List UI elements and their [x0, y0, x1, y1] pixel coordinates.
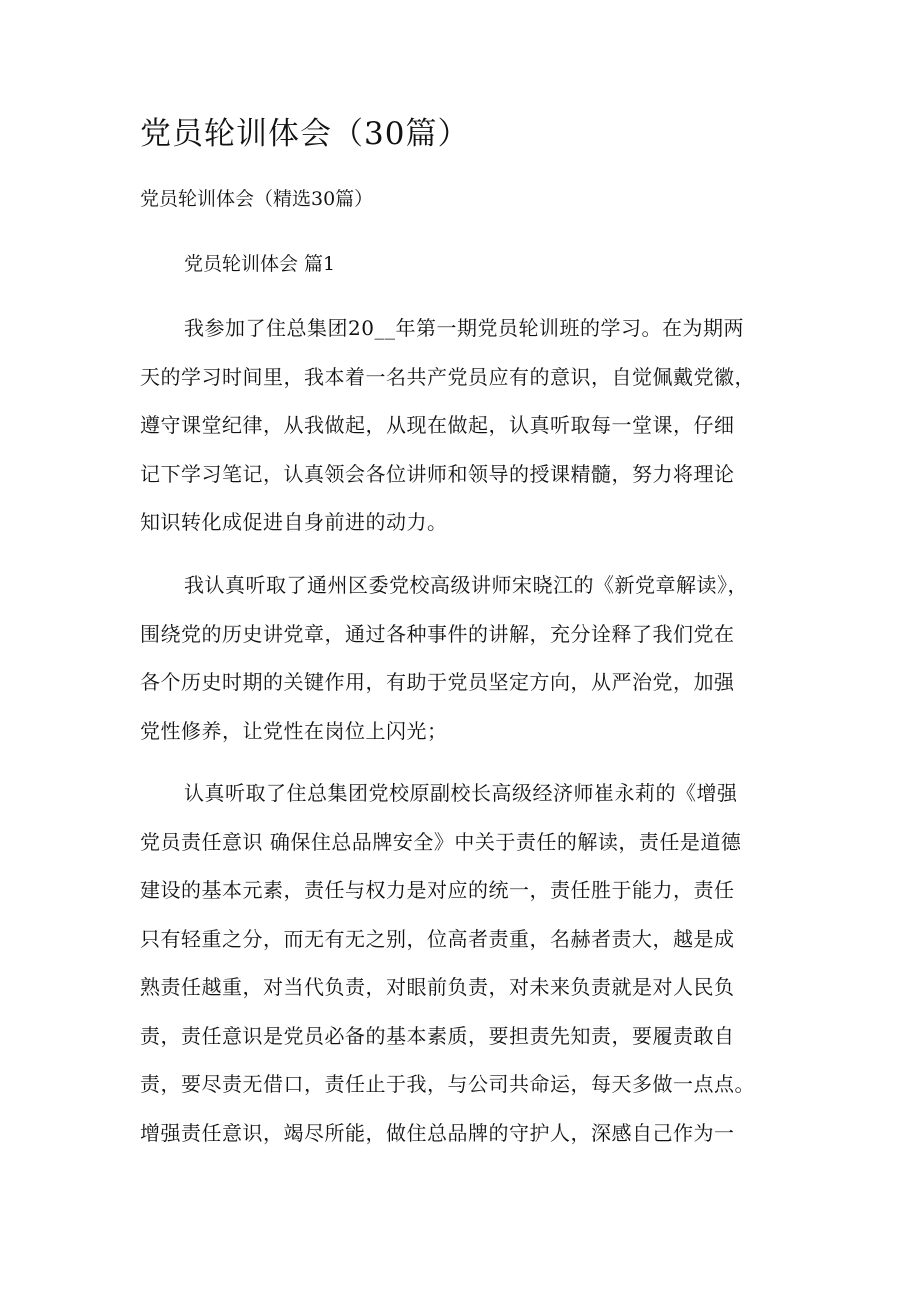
- paragraph-3: [140, 778, 820, 1166]
- paragraph-line: 责，要尽责无借口，责任止于我，与公司共命运，每天多做一点点。: [140, 1072, 755, 1096]
- paragraph-line: 党员责任意识 确保住总品牌安全》中关于责任的解读，责任是道德: [140, 829, 742, 854]
- paragraph-line: 责，责任意识是党员必备的基本素质，要担责先知责，要履责敢自: [140, 1023, 735, 1048]
- paragraph-line: 只有轻重之分，而无有无之别，位高者责重，名赫者责大，越是成: [140, 926, 735, 951]
- section-heading: 党员轮训体会 篇1: [184, 253, 336, 275]
- paragraph-line: 天的学习时间里，我本着一名共产党员应有的意识，自觉佩戴党徽，: [140, 364, 755, 389]
- paragraph-line: 党性修养，让党性在岗位上闪光；: [140, 718, 448, 743]
- paragraph-line: 我参加了住总集团20__年第一期党员轮训班的学习。在为期两: [184, 316, 744, 340]
- paragraph-1: [140, 313, 820, 556]
- page-title: 党员轮训体会（30篇）: [140, 116, 470, 152]
- paragraph-line: 知识转化成促进自身前进的动力。: [140, 510, 448, 534]
- paragraph-2: [140, 570, 820, 764]
- paragraph-line: 我认真听取了通州区委党校高级讲师宋晓江的《新党章解读》，: [184, 573, 748, 597]
- paragraph-line: 各个历史时期的关键作用，有助于党员坚定方向，从严治党，加强: [140, 670, 735, 694]
- paragraph-line: 熟责任越重，对当代负责，对眼前负责，对未来负责就是对人民负: [140, 975, 735, 999]
- paragraph-line: 围绕党的历史讲党章，通过各种事件的讲解，充分诠释了我们党在: [140, 621, 735, 646]
- paragraph-line: 遵守课堂纪律，从我做起，从现在做起，认真听取每一堂课，仔细: [140, 413, 735, 437]
- paragraph-line: 增强责任意识，竭尽所能，做住总品牌的守护人，深感自己作为一: [140, 1120, 735, 1145]
- paragraph-line: 认真听取了住总集团党校原副校长高级经济师崔永莉的《增强: [184, 781, 738, 805]
- paragraph-line: 记下学习笔记，认真领会各位讲师和领导的授课精髓，努力将理论: [140, 461, 735, 486]
- paragraph-line: 建设的基本元素，责任与权力是对应的统一，责任胜于能力，责任: [140, 878, 735, 902]
- page-subtitle: 党员轮训体会（精选30篇）: [140, 188, 374, 210]
